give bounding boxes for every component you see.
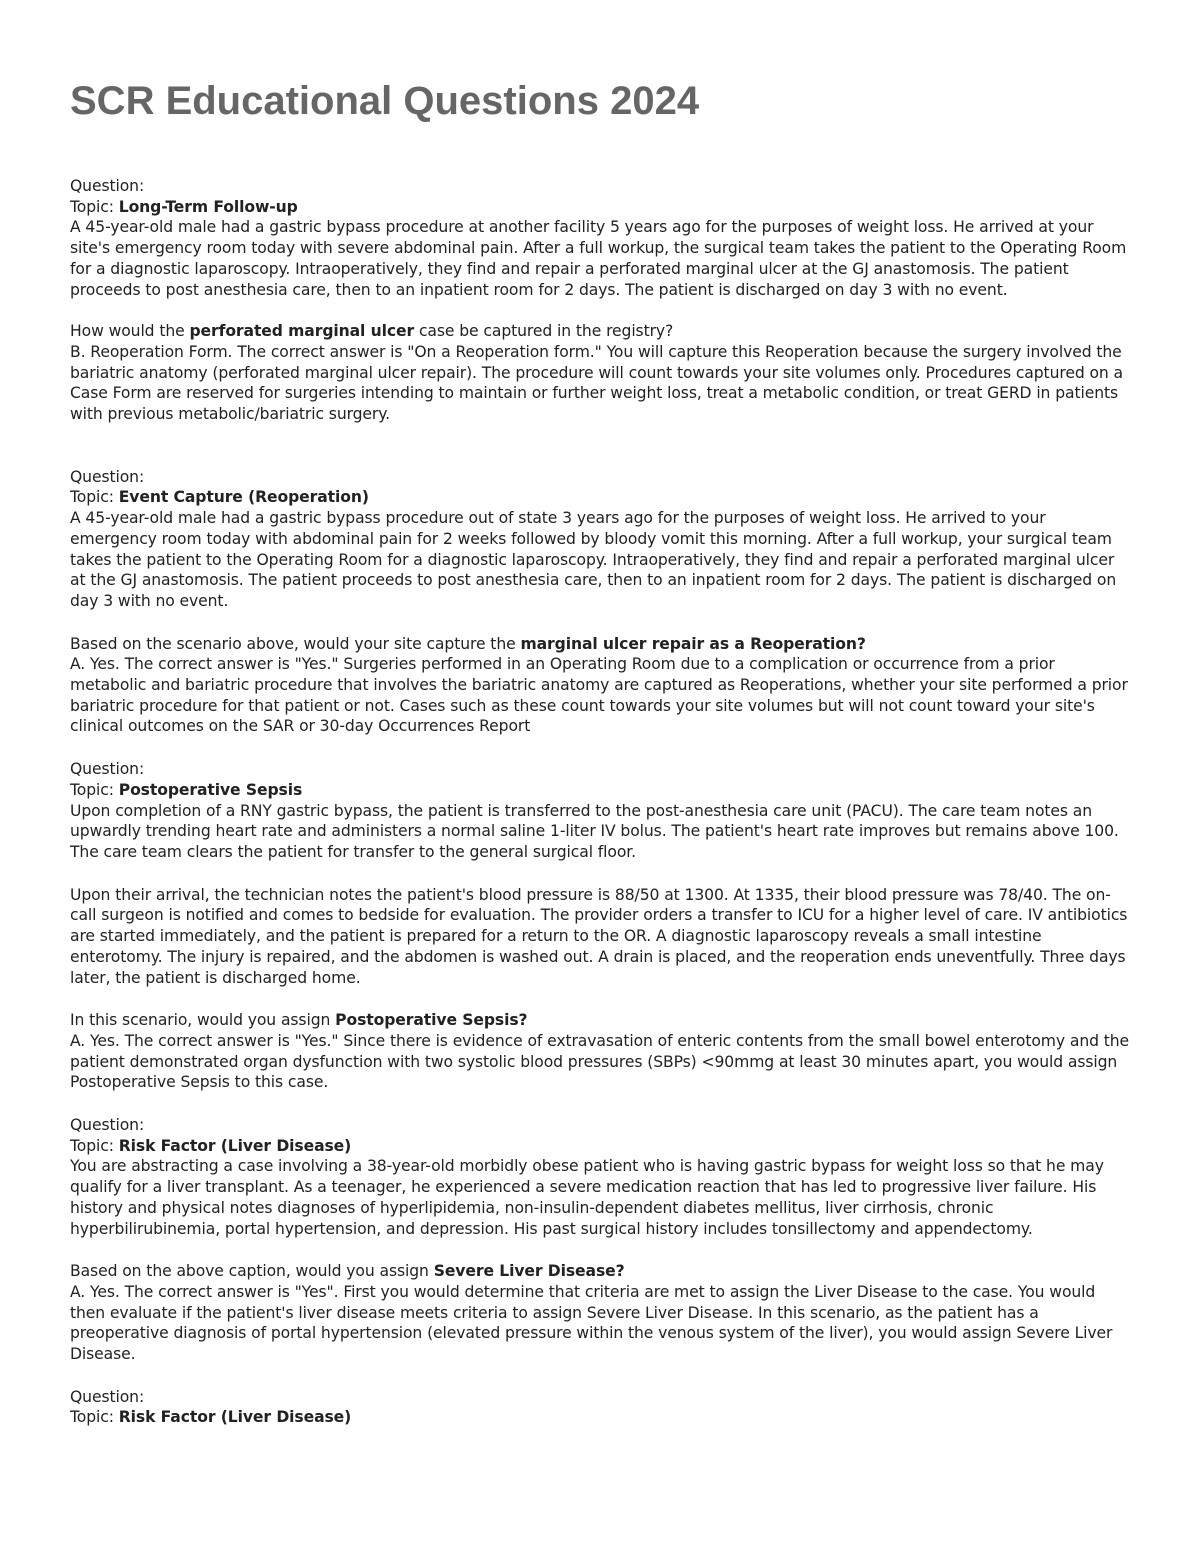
- question-block: [70, 759, 1130, 1093]
- scenario-text: You are abstracting a case involving a 38-year-old morbidly obese patient who is having gastric bypass for weight loss so that he may qualify for a liver transplant. As a teenager, he experienced a severe medication reaction that has led to progressive liver failure. His history and physical notes diagnoses of hyperlipidemia, non-insulin-dependent diabetes mellitus, liver cirrhosis, chronic hyperbilirubinemia, portal hypertension, and depression. His past surgical history includes tonsillectomy and appendectomy.: [70, 1157, 1104, 1238]
- topic-line: [70, 487, 1130, 508]
- topic-name: Risk Factor (Liver Disease): [118, 1136, 352, 1155]
- question-prompt: How would the perforated marginal ulcer case be captured in the registry?: [70, 322, 674, 341]
- answer-text: A. Yes. The correct answer is "Yes." Surgeries performed in an Operating Room due to a complication or occurrence from a prior metabolic and bariatric procedure that involves the bariatric anatomy are captured as Reoperations, whether your site performed a prior bariatric procedure for that patient or not. Cases such as these count towards your site volumes but will not count toward your site's clinical outcomes on the SAR or 30-day Occurrences Report: [70, 655, 1128, 736]
- prompt-emphasis: Postoperative Sepsis?: [335, 1011, 528, 1030]
- question-prompt: In this scenario, would you assign Postoperative Sepsis?: [70, 1011, 528, 1030]
- question-prompt: Based on the above caption, would you assign Severe Liver Disease?: [70, 1262, 625, 1281]
- question-block: [70, 1387, 1130, 1428]
- prompt-emphasis: perforated marginal ulcer: [189, 322, 415, 341]
- topic-name: Postoperative Sepsis: [118, 780, 303, 799]
- question-prompt: Based on the scenario above, would your site capture the marginal ulcer repair as a Reoperation?: [70, 634, 866, 653]
- topic-label: Topic:: [70, 488, 114, 507]
- question-block: [70, 467, 1130, 737]
- prompt-emphasis: Severe Liver Disease?: [433, 1262, 625, 1281]
- answer-text: A. Yes. The correct answer is "Yes." Since there is evidence of extravasation of enteric contents from the small bowel enterotomy and the patient demonstrated organ dysfunction with two systolic blood pressures (SBPs) <90mmg at least 30 minutes apart, you would assign Postoperative Sepsis to this case.: [70, 1031, 1130, 1092]
- topic-name: Risk Factor (Liver Disease): [118, 1408, 352, 1427]
- prompt-emphasis: marginal ulcer repair as a Reoperation?: [520, 634, 866, 653]
- question-block: [70, 176, 1130, 425]
- topic-label: Topic:: [70, 197, 114, 216]
- question-label: Question:: [70, 1116, 145, 1135]
- question-label: Question:: [70, 1387, 145, 1406]
- scenario-text: A 45-year-old male had a gastric bypass procedure out of state 3 years ago for the purposes of weight loss. He arrived to your emergency room today with abdominal pain for 2 weeks followed by bloody vomit this morning. After a full workup, your surgical team takes the patient to the Operating Room for a diagnostic laparoscopy. Intraoperatively, they find and repair a perforated marginal ulcer at the GJ anastomosis. The patient proceeds to post anesthesia care, then to an inpatient room for 2 days. The patient is discharged on day 3 with no event.: [70, 509, 1117, 610]
- topic-label: Topic:: [70, 780, 114, 799]
- scenario-text-continued: Upon their arrival, the technician notes the patient's blood pressure is 88/50 at 1300. At 1335, their blood pressure was 78/40. The on-call surgeon is notified and comes to bedside for evaluation. The provider orders a transfer to ICU for a higher level of care. IV antibiotics are started immediately, and the patient is prepared for a return to the OR. A diagnostic laparoscopy reveals a small intestine enterotomy. The injury is repaired, and the abdomen is washed out. A drain is placed, and the reoperation ends uneventfully. Three days later, the patient is discharged home.: [70, 885, 1128, 987]
- topic-line: [70, 1136, 1130, 1157]
- topic-line: [70, 1407, 1130, 1428]
- document-page: [70, 78, 1130, 1428]
- answer-text: B. Reoperation Form. The correct answer is "On a Reoperation form." You will capture this Reoperation because the surgery involved the bariatric anatomy (perforated marginal ulcer repair). The procedure will count towards your site volumes only. Procedures captured on a Case Form are reserved for surgeries intending to maintain or further weight loss, treat a metabolic condition, or treat GERD in patients with previous metabolic/bariatric surgery.: [70, 342, 1124, 424]
- topic-line: [70, 780, 1130, 801]
- question-label: Question:: [70, 760, 145, 779]
- scenario-text: Upon completion of a RNY gastric bypass, the patient is transferred to the post-anesthesia care unit (PACU). The care team notes an upwardly trending heart rate and administers a normal saline 1-liter IV bolus. The patient's heart rate improves but remains above 100. The care team clears the patient for transfer to the general surgical floor.: [70, 801, 1119, 861]
- topic-label: Topic:: [70, 1136, 114, 1155]
- topic-name: Event Capture (Reoperation): [118, 488, 369, 507]
- topic-line: [70, 197, 1130, 218]
- document-title: SCR Educational Questions 2024: [70, 79, 700, 123]
- question-label: Question:: [70, 177, 145, 195]
- scenario-text: A 45-year-old male had a gastric bypass procedure at another facility 5 years ago for the purposes of weight loss. He arrived at your site's emergency room today with severe abdominal pain. After a full workup, the surgical team takes the patient to the Operating Room for a diagnostic laparoscopy. Intraoperatively, they find and repair a perforated marginal ulcer at the GJ anastomosis. The patient proceeds to post anesthesia care, then to an inpatient room for 2 days. The patient is discharged on day 3 with no event.: [70, 218, 1127, 299]
- question-block: [70, 1115, 1130, 1365]
- answer-text: A. Yes. The correct answer is "Yes". First you would determine that criteria are met to assign the Liver Disease to the case. You would then evaluate if the patient's liver disease meets criteria to assign Severe Liver Disease. In this scenario, as the patient has a preoperative diagnosis of portal hypertension (elevated pressure within the venous system of the liver), you would assign Severe Liver Disease.: [70, 1282, 1113, 1364]
- question-label: Question:: [70, 467, 145, 486]
- topic-name: Long-Term Follow-up: [118, 197, 298, 216]
- topic-label: Topic:: [70, 1408, 114, 1427]
